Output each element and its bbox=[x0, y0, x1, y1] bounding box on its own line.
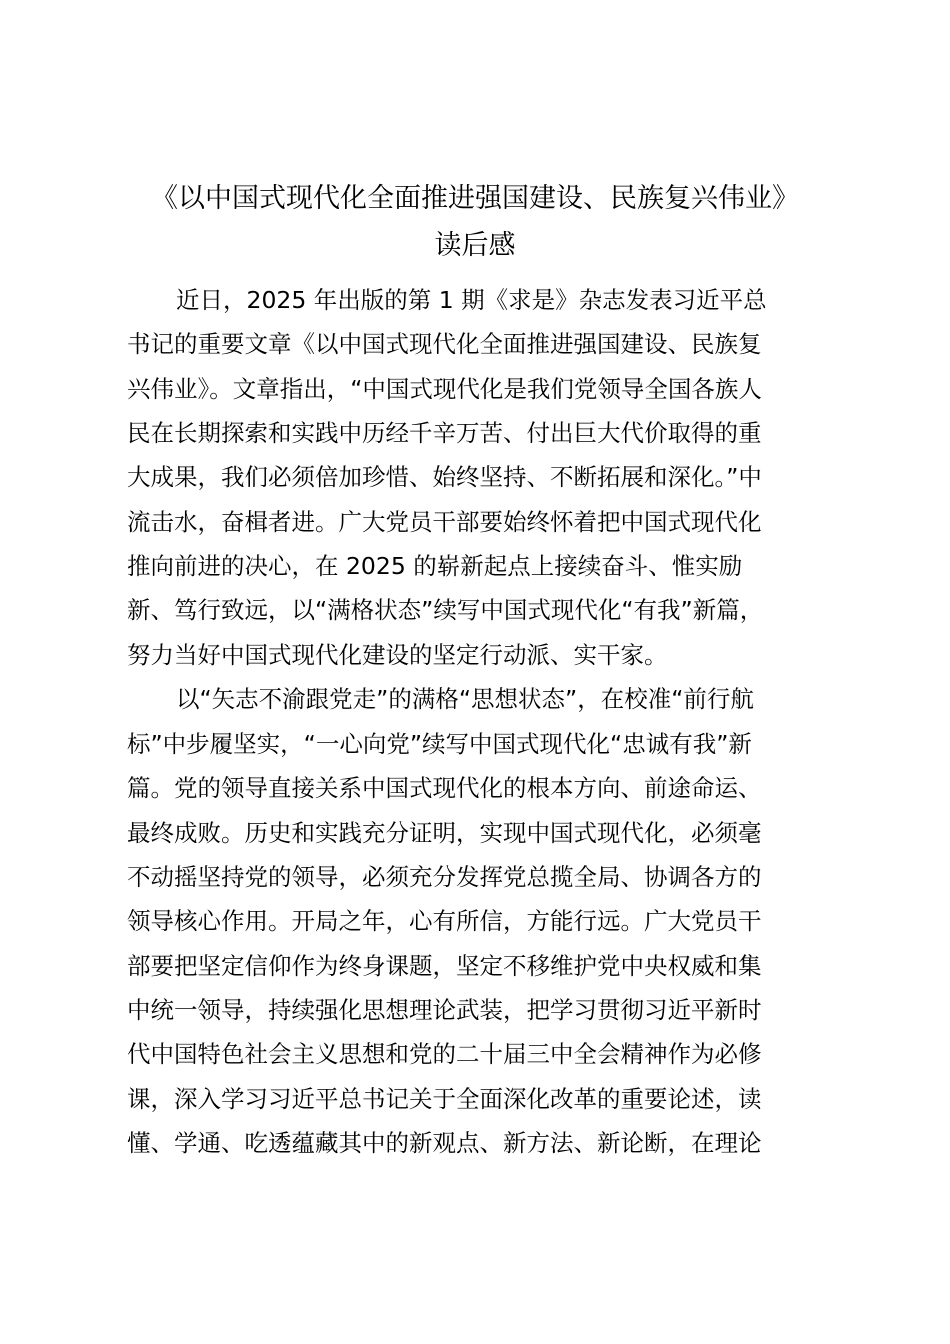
paragraph-2-line-11: 懂、学通、吃透蕴藏其中的新观点、新方法、新论断，在理论 bbox=[127, 1129, 762, 1157]
paragraph-2-line-9: 代中国特色社会主义思想和党的二十届三中全会精神作为必修 bbox=[127, 1040, 762, 1068]
paragraph-2-line-3: 篇。党的领导直接关系中国式现代化的根本方向、前途命运、 bbox=[127, 774, 762, 802]
paragraph-1-line-3: 兴伟业》。文章指出，“中国式现代化是我们党领导全国各族人 bbox=[127, 375, 762, 403]
paragraph-2-line-2: 标”中步履坚实，“一心向党”续写中国式现代化“忠诚有我”新 bbox=[127, 730, 752, 758]
paragraph-1-line-1: 近日，2025 年出版的第 1 期《求是》杂志发表习近平总 bbox=[176, 286, 767, 314]
paragraph-2-line-8: 中统一领导，持续强化思想理论武装，把学习贯彻习近平新时 bbox=[127, 996, 762, 1024]
document-title-line-1: 《以中国式现代化全面推进强国建设、民族复兴伟业》 bbox=[151, 183, 799, 214]
paragraph-2-line-5: 不动摇坚持党的领导，必须充分发挥党总揽全局、协调各方的 bbox=[127, 863, 762, 891]
paragraph-2-line-10: 课，深入学习习近平总书记关于全面深化改革的重要论述，读 bbox=[127, 1085, 762, 1113]
paragraph-1-line-5: 大成果，我们必须倍加珍惜、始终坚持、不断拓展和深化。”中 bbox=[127, 463, 762, 491]
paragraph-1-line-8: 新、笃行致远，以“满格状态”续写中国式现代化“有我”新篇， bbox=[127, 596, 764, 624]
paragraph-2-line-4: 最终成败。历史和实践充分证明，实现中国式现代化，必须毫 bbox=[127, 819, 762, 847]
paragraph-1-line-4: 民在长期探索和实践中历经千辛万苦、付出巨大代价取得的重 bbox=[127, 419, 762, 447]
paragraph-1-line-9: 努力当好中国式现代化建设的坚定行动派、实干家。 bbox=[127, 641, 668, 669]
paragraph-1-line-6: 流击水，奋楫者进。广大党员干部要始终怀着把中国式现代化 bbox=[127, 508, 762, 536]
paragraph-1-line-2: 书记的重要文章《以中国式现代化全面推进强国建设、民族复 bbox=[127, 330, 762, 358]
paragraph-2-line-7: 部要把坚定信仰作为终身课题，坚定不移维护党中央权威和集 bbox=[127, 952, 762, 980]
document-title-line-2: 读后感 bbox=[434, 230, 516, 261]
paragraph-1-line-7: 推向前进的决心，在 2025 的崭新起点上接续奋斗、惟实励 bbox=[127, 552, 743, 580]
paragraph-2-line-1: 以“矢志不渝跟党走”的满格“思想状态”，在校准“前行航 bbox=[176, 685, 754, 713]
paragraph-2-line-6: 领导核心作用。开局之年，心有所信，方能行远。广大党员干 bbox=[127, 907, 762, 935]
